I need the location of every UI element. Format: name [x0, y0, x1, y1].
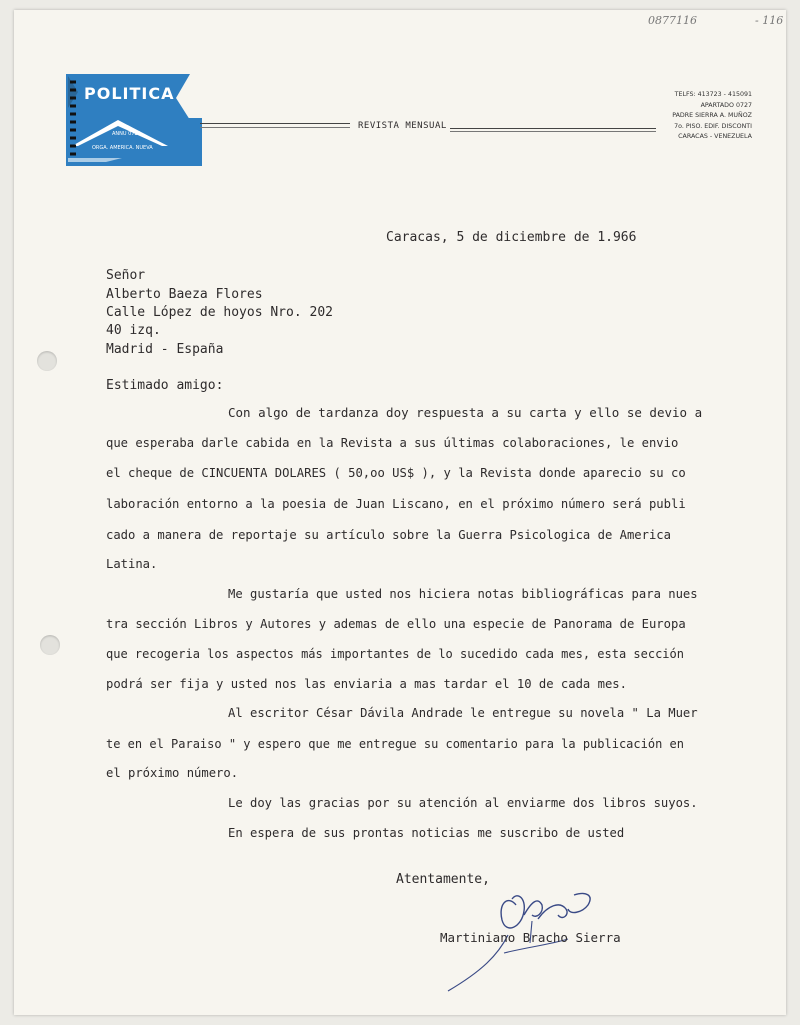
- address-line: Madrid - España: [106, 342, 224, 357]
- logo-subtext-1: ANNU 0721: [112, 131, 141, 137]
- salutation: Estimado amigo:: [106, 378, 224, 393]
- archive-code: 0877116: [648, 14, 697, 27]
- body-line: el cheque de CINCUENTA DOLARES ( 50,oo US$ ), y la Revista donde aparecio su co: [106, 466, 686, 480]
- letterhead-rule-top: [200, 123, 350, 124]
- letterhead-rule-mid: [200, 127, 350, 128]
- body-line: Me gustaría que usted nos hiciera notas bibliográficas para nues: [228, 587, 698, 601]
- address-line: Calle López de hoyos Nro. 202: [106, 305, 333, 320]
- address-line: Señor: [106, 268, 146, 283]
- contact-line: APARTADO 0727: [700, 101, 752, 109]
- body-line: tra sección Libros y Autores y ademas de ello una especie de Panorama de Europa: [106, 617, 686, 631]
- address-line: 40 izq.: [106, 323, 161, 338]
- address-line: Alberto Baeza Flores: [106, 287, 263, 302]
- body-line: podrá ser fija y usted nos las enviaria a mas tardar el 10 de cada mes.: [106, 677, 627, 691]
- letterhead-tagline: REVISTA MENSUAL: [358, 121, 447, 131]
- date-line: Caracas, 5 de diciembre de 1.966: [386, 230, 637, 245]
- closing: Atentamente,: [396, 872, 490, 887]
- archive-folio: - 116: [755, 14, 784, 27]
- letterhead-contact: [672, 90, 752, 143]
- body-line: Latina.: [106, 557, 158, 571]
- signatory-name: Martiniano Bracho Sierra: [440, 930, 621, 945]
- body-line: En espera de sus prontas noticias me suscribo de usted: [228, 826, 625, 840]
- letterhead-rule-right-2: [450, 131, 656, 132]
- body-line: Le doy las gracias por su atención al enviarme dos libros suyos.: [228, 796, 698, 810]
- contact-line: TELFS: 413723 - 415091: [674, 91, 752, 98]
- contact-line: PADRE SIERRA A. MUÑOZ: [672, 112, 752, 119]
- punch-hole-top: [37, 351, 57, 371]
- contact-line: 7o. PISO. EDIF. DISCONTI: [674, 122, 752, 130]
- body-line: te en el Paraiso " y espero que me entregue su comentario para la publicación en: [106, 737, 684, 751]
- body-line: Con algo de tardanza doy respuesta a su carta y ello se devio a: [228, 405, 703, 420]
- body-line: cado a manera de reportaje su artículo sobre la Guerra Psicologica de America: [106, 528, 671, 542]
- logo-subtext-2: ORGA. AMERICA. NUEVA: [92, 145, 153, 151]
- body-line: que recogeria los aspectos más importantes de lo sucedido cada mes, esta sección: [106, 647, 684, 661]
- body-line: Al escritor César Dávila Andrade le entregue su novela " La Muer: [228, 706, 698, 720]
- body-line: laboración entorno a la poesia de Juan Liscano, en el próximo número será publi: [106, 497, 686, 511]
- letterhead-rule-right: [450, 128, 656, 129]
- logo-wordmark: POLITICA: [84, 84, 175, 103]
- body-line: que esperaba darle cabida en la Revista a sus últimas colaboraciones, le envio: [106, 436, 679, 450]
- punch-hole-bottom: [40, 635, 60, 655]
- body-line: el próximo número.: [106, 766, 239, 780]
- contact-line: CARACAS - VENEZUELA: [678, 133, 752, 140]
